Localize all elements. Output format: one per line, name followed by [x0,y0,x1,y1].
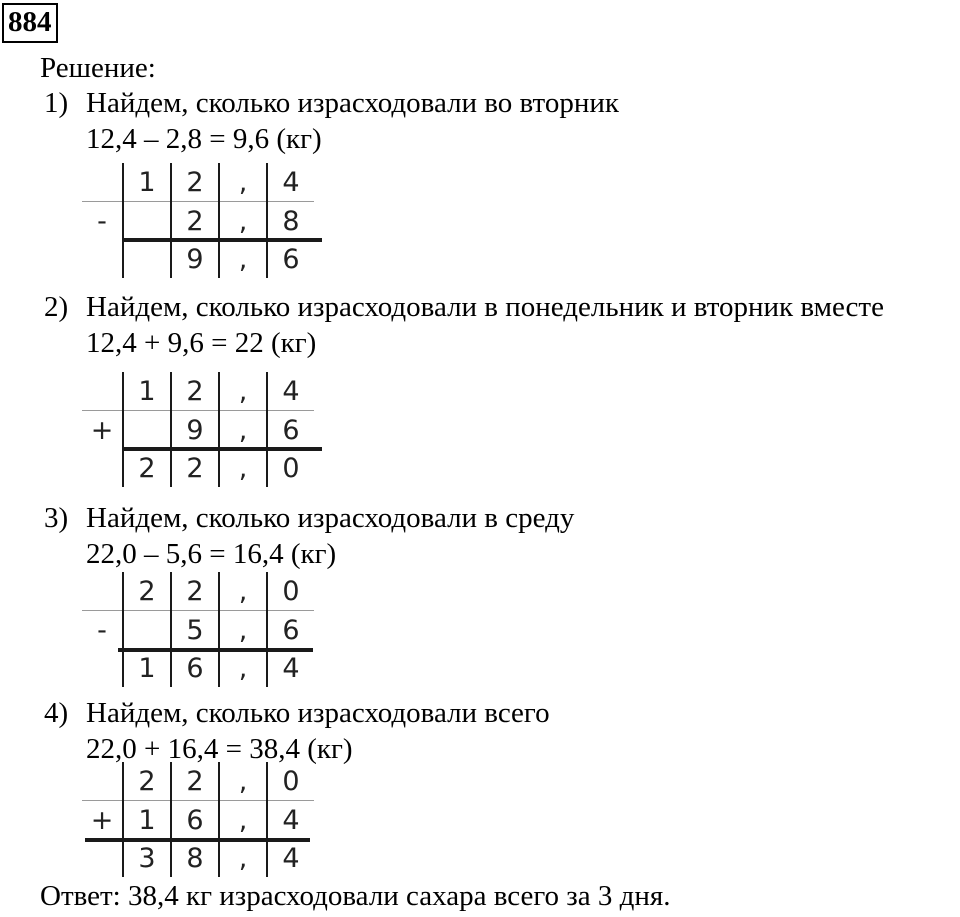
grid-cell: , [219,611,267,650]
grid-cell: 3 [123,839,171,877]
grid-cell: , [219,240,267,278]
grid-cell: 4 [267,372,314,411]
grid-cell [82,449,123,487]
grid-cell [82,839,123,877]
grid-cell: 6 [267,611,314,650]
step-1-equation: 12,4 – 2,8 = 9,6 (кг) [86,123,322,155]
grid-cell: 8 [267,202,314,241]
sum-line [122,447,322,451]
grid-cell: 4 [267,801,314,840]
grid-cell: , [219,839,267,877]
operator-sign: - [82,611,123,650]
step-3-text: Найдем, сколько израсходовали в среду [86,502,575,534]
grid-cell: , [219,163,267,202]
grid-cell: 6 [267,240,314,278]
grid-cell: 2 [171,372,219,411]
grid-cell: , [219,801,267,840]
problem-number: 884 [2,3,58,43]
sum-line [122,238,322,242]
grid-cell [82,572,123,611]
grid-row-result [82,449,314,487]
grid-cell: 1 [123,649,171,687]
step-4-text: Найдем, сколько израсходовали всего [86,697,550,729]
grid-cell: , [219,649,267,687]
grid-row-operand [82,611,314,650]
grid-cell [82,240,123,278]
grid-cell: 6 [171,649,219,687]
answer-text: Ответ: 38,4 кг израсходовали сахара всего за 3 дня. [40,880,671,912]
grid-cell: 4 [267,163,314,202]
grid-cell: 4 [267,649,314,687]
grid-cell: , [219,202,267,241]
grid-cell [123,240,171,278]
grid-row-operand [82,801,314,840]
grid-cell: 6 [267,411,314,450]
grid-cell: 0 [267,572,314,611]
column-calculation-1 [82,163,314,278]
grid-row-top [82,372,314,411]
grid-cell: , [219,449,267,487]
grid-cell: , [219,762,267,801]
grid-cell: 4 [267,839,314,877]
grid-cell: 2 [171,163,219,202]
step-3-equation: 22,0 – 5,6 = 16,4 (кг) [86,538,337,570]
grid-cell: 8 [171,839,219,877]
grid-row-result [82,649,314,687]
grid-row-top [82,762,314,801]
grid-cell: 0 [267,762,314,801]
step-2-text: Найдем, сколько израсходовали в понедельник и вторник вместе [86,291,884,323]
grid-cell: , [219,411,267,450]
operator-sign: - [82,202,123,241]
step-4-label: 4) [44,697,69,729]
solution-heading: Решение: [40,52,156,84]
column-calculation-3 [82,572,314,687]
grid-cell [82,762,123,801]
grid-cell [82,372,123,411]
step-1-text: Найдем, сколько израсходовали во вторник [86,87,619,119]
grid-cell [82,163,123,202]
grid-cell [123,202,171,241]
grid-cell: 2 [171,762,219,801]
step-2-label: 2) [44,291,69,323]
grid-cell [82,649,123,687]
grid-cell: 2 [123,449,171,487]
operator-sign: + [82,411,123,450]
sum-line [85,838,310,842]
column-calculation-2 [82,372,314,487]
grid-cell: 2 [123,572,171,611]
grid-cell: 9 [171,240,219,278]
grid-cell: , [219,372,267,411]
grid-cell: 2 [171,202,219,241]
grid-cell: 2 [171,572,219,611]
sum-line [118,648,313,652]
grid-cell: 1 [123,163,171,202]
operator-sign: + [82,801,123,840]
grid-cell: 6 [171,801,219,840]
grid-cell: 1 [123,801,171,840]
grid-cell: 2 [123,762,171,801]
grid-cell: , [219,572,267,611]
grid-row-top [82,163,314,202]
grid-row-result [82,240,314,278]
grid-row-top [82,572,314,611]
grid-cell [123,611,171,650]
step-2-equation: 12,4 + 9,6 = 22 (кг) [86,327,317,359]
grid-cell: 2 [171,449,219,487]
grid-row-result [82,839,314,877]
step-1-label: 1) [44,87,69,119]
grid-cell: 1 [123,372,171,411]
grid-row-operand [82,411,314,450]
grid-cell: 9 [171,411,219,450]
column-calculation-4 [82,762,314,877]
step-4-equation: 22,0 + 16,4 = 38,4 (кг) [86,733,353,765]
grid-row-operand [82,202,314,241]
grid-cell [123,411,171,450]
step-3-label: 3) [44,502,69,534]
grid-cell: 0 [267,449,314,487]
grid-cell: 5 [171,611,219,650]
